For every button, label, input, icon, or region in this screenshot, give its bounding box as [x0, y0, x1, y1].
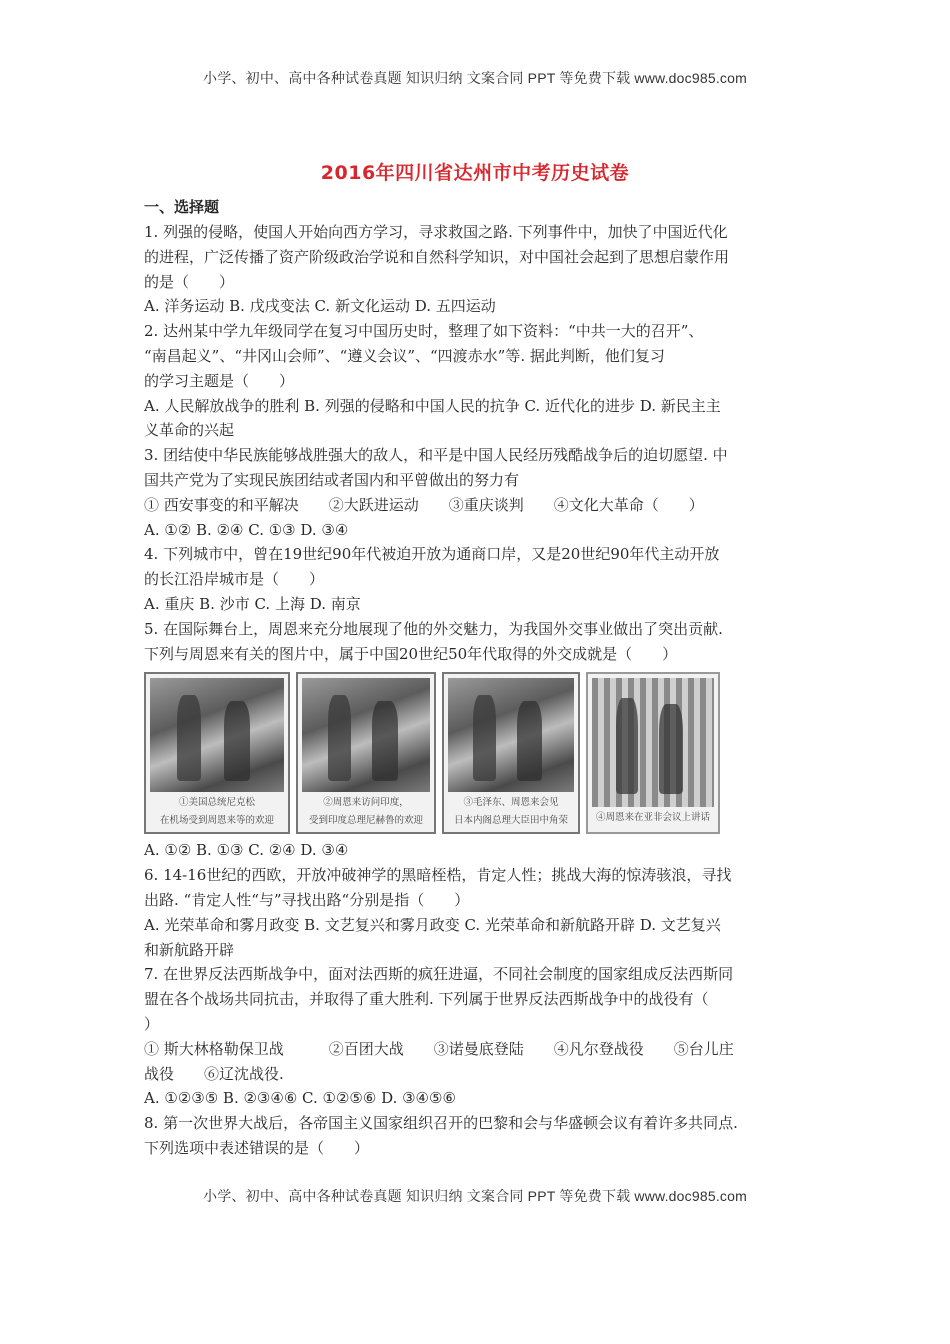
- question-text: 1. 列强的侵略，使国人开始向西方学习，寻求救国之路. 下列事件中，加快了中国近代化: [144, 223, 728, 241]
- photo-caption: ②周恩来访问印度，: [323, 797, 409, 809]
- photo-caption: ①美国总统尼克松: [178, 797, 255, 809]
- photo-card-3: [442, 672, 580, 834]
- answer-options: A. 光荣革命和雾月政变 B. 文艺复兴和雾月政变 C. 光荣革命和新航路开辟 D. 文艺复兴: [144, 915, 721, 934]
- question-text: ① 斯大林格勒保卫战 ②百团大战 ③诺曼底登陆 ④凡尔登战役 ⑤台儿庄: [144, 1039, 734, 1058]
- photo-card-4: [586, 672, 720, 834]
- historical-photo: [592, 678, 714, 807]
- answer-options: 和新航路开辟: [144, 940, 235, 959]
- question-5: [144, 617, 816, 863]
- question-text: “南昌起义”、“井冈山会师”、“遵义会议”、“四渡赤水”等. 据此判断，他们复习: [144, 346, 665, 365]
- question-text: 7. 在世界反法西斯战争中，面对法西斯的疯狂进逼，不同社会制度的国家组成反法西斯同: [144, 965, 734, 984]
- question-2: [144, 319, 816, 443]
- question-text: 4. 下列城市中，曾在19世纪90年代被迫开放为通商口岸，又是20世纪90年代主动开放: [144, 545, 720, 564]
- question-text: 的是（ ）: [144, 272, 235, 291]
- question-text: 出路. “肯定人性“与”寻找出路“分别是指（ ）: [144, 890, 470, 909]
- section-heading: 一、选择题: [144, 198, 220, 216]
- answer-options: A. 重庆 B. 沙市 C. 上海 D. 南京: [144, 594, 361, 613]
- question-1: [144, 220, 816, 319]
- question-text: 国共产党为了实现民族团结或者国内和平曾做出的努力有: [144, 470, 520, 489]
- page-title: 2016年四川省达州市中考历史试卷: [320, 162, 630, 184]
- answer-options: A. ①② B. ②④ C. ①③ D. ③④: [144, 520, 349, 539]
- historical-photo: [448, 678, 574, 792]
- photo-caption: 受到印度总理尼赫鲁的欢迎: [308, 815, 423, 827]
- question-6: [144, 863, 816, 962]
- photo-caption: 在机场受到周恩来等的欢迎: [159, 815, 274, 827]
- answer-options: A. 人民解放战争的胜利 B. 列强的侵略和中国人民的抗争 C. 近代化的进步 D. 新民主主: [144, 396, 721, 415]
- answer-options: A. ①②③⑤ B. ②③④⑥ C. ①②⑤⑥ D. ③④⑤⑥: [144, 1089, 456, 1108]
- answer-options: 义革命的兴起: [144, 421, 235, 440]
- question-text: ① 西安事变的和平解决 ②大跃进运动 ③重庆谈判 ④文化大革命（ ）: [144, 495, 704, 514]
- photo-caption: [592, 825, 714, 828]
- question-text: 下列与周恩来有关的图片中，属于中国20世纪50年代取得的外交成就是（ ）: [144, 644, 678, 663]
- exam-content: [144, 196, 816, 1161]
- photo-strip: [144, 672, 816, 834]
- historical-photo: [150, 678, 284, 792]
- photo-card-1: [144, 672, 290, 834]
- historical-photo: [302, 678, 430, 792]
- question-text: 盟在各个战场共同抗击，并取得了重大胜利. 下列属于世界反法西斯战争中的战役有（: [144, 990, 709, 1009]
- header-banner: 小学、初中、高中各种试卷真题 知识归纳 文案合同 PPT 等免费下载 www.doc985.com: [203, 70, 747, 86]
- question-text: 下列选项中表述错误的是（ ）: [144, 1138, 370, 1157]
- question-text: 的长江沿岸城市是（ ）: [144, 570, 325, 589]
- photo-caption: ④周恩来在亚非会议上讲话: [595, 812, 710, 824]
- photo-card-2: [296, 672, 436, 834]
- question-text: 6. 14-16世纪的西欧，开放冲破神学的黑暗桎梏，肯定人性；挑战大海的惊涛骇浪，寻找: [144, 866, 732, 885]
- answer-options: A. 洋务运动 B. 戊戌变法 C. 新文化运动 D. 五四运动: [144, 297, 496, 316]
- question-text: 5. 在国际舞台上，周恩来充分地展现了他的外交魅力，为我国外交事业做出了突出贡献.: [144, 619, 723, 638]
- question-text: ）: [144, 1014, 160, 1033]
- question-4: [144, 542, 816, 616]
- question-text: 的进程，广泛传播了资产阶级政治学说和自然科学知识，对中国社会起到了思想启蒙作用: [144, 247, 730, 266]
- question-text: 战役 ⑥辽沈战役.: [144, 1064, 284, 1083]
- question-7: [144, 962, 816, 1111]
- question-text: 2. 达州某中学九年级同学在复习中国历史时，整理了如下资料：“中共一大的召开”、: [144, 322, 704, 341]
- question-text: 3. 团结使中华民族能够战胜强大的敌人，和平是中国人民经历残酷战争后的迫切愿望. 中: [144, 446, 728, 465]
- question-3: [144, 443, 816, 542]
- answer-options: A. ①② B. ①③ C. ②④ D. ③④: [144, 841, 349, 860]
- question-8: [144, 1111, 816, 1161]
- question-text: 8. 第一次世界大战后，各帝国主义国家组织召开的巴黎和会与华盛顿会议有着许多共同点.: [144, 1114, 738, 1133]
- photo-caption: ③毛泽东、周恩来会见: [463, 797, 559, 809]
- footer-banner: 小学、初中、高中各种试卷真题 知识归纳 文案合同 PPT 等免费下载 www.doc985.com: [203, 1188, 747, 1204]
- question-text: 的学习主题是（ ）: [144, 371, 295, 390]
- photo-caption: 日本内阁总理大臣田中角荣: [453, 815, 568, 827]
